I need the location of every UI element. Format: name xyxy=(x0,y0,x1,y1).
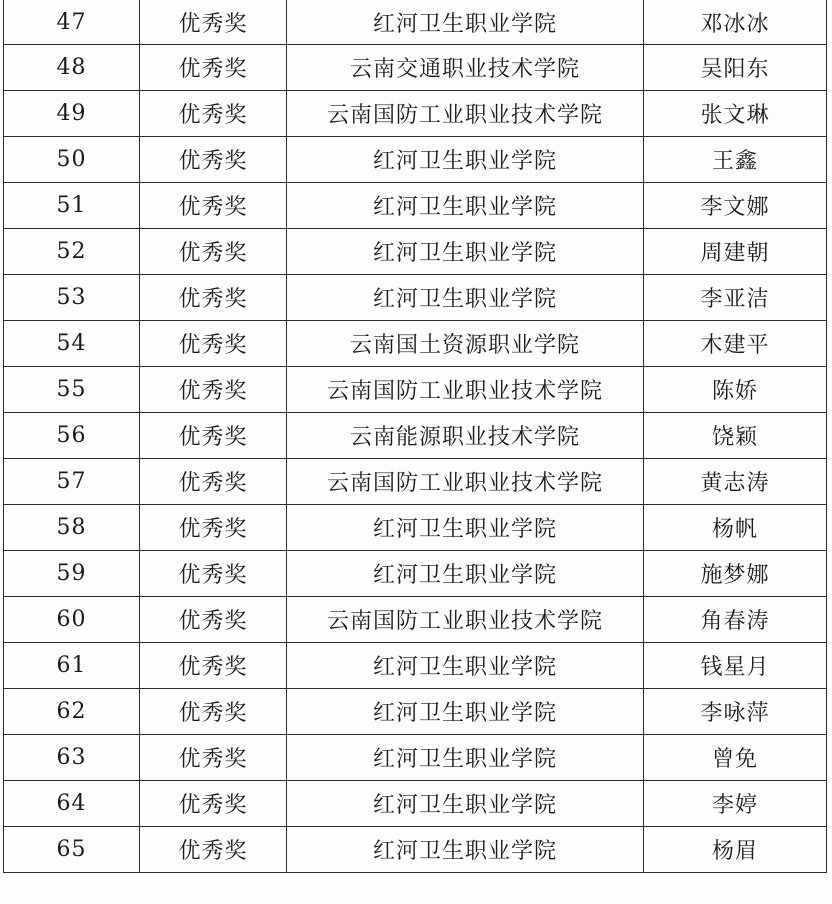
row-number-cell: 63 xyxy=(4,735,140,781)
row-number-cell: 59 xyxy=(4,551,140,597)
row-number-cell: 50 xyxy=(4,137,140,183)
school-name-cell: 红河卫生职业学院 xyxy=(287,689,644,735)
school-name-cell: 云南国防工业职业技术学院 xyxy=(287,459,644,505)
student-name-cell: 杨眉 xyxy=(644,827,827,873)
award-level-cell: 优秀奖 xyxy=(140,137,287,183)
award-level-cell: 优秀奖 xyxy=(140,413,287,459)
row-number-cell: 65 xyxy=(4,827,140,873)
table-row xyxy=(4,367,827,413)
row-number-cell: 58 xyxy=(4,505,140,551)
table-row xyxy=(4,183,827,229)
table-row xyxy=(4,781,827,827)
school-name-cell: 红河卫生职业学院 xyxy=(287,0,644,45)
student-name-cell: 角春涛 xyxy=(644,597,827,643)
award-level-cell: 优秀奖 xyxy=(140,459,287,505)
award-level-cell: 优秀奖 xyxy=(140,735,287,781)
award-level-cell: 优秀奖 xyxy=(140,229,287,275)
student-name-cell: 李咏萍 xyxy=(644,689,827,735)
table-row xyxy=(4,45,827,91)
row-number-cell: 49 xyxy=(4,91,140,137)
row-number-cell: 61 xyxy=(4,643,140,689)
row-number-cell: 62 xyxy=(4,689,140,735)
table-row xyxy=(4,597,827,643)
student-name-cell: 王鑫 xyxy=(644,137,827,183)
award-level-cell: 优秀奖 xyxy=(140,183,287,229)
award-level-cell: 优秀奖 xyxy=(140,321,287,367)
student-name-cell: 周建朝 xyxy=(644,229,827,275)
school-name-cell: 云南交通职业技术学院 xyxy=(287,45,644,91)
school-name-cell: 红河卫生职业学院 xyxy=(287,735,644,781)
table-row xyxy=(4,735,827,781)
school-name-cell: 红河卫生职业学院 xyxy=(287,643,644,689)
award-level-cell: 优秀奖 xyxy=(140,0,287,45)
table-row xyxy=(4,827,827,873)
student-name-cell: 木建平 xyxy=(644,321,827,367)
table-row xyxy=(4,0,827,45)
award-list-table xyxy=(3,0,827,873)
table-row xyxy=(4,459,827,505)
student-name-cell: 李婷 xyxy=(644,781,827,827)
table-row xyxy=(4,551,827,597)
row-number-cell: 57 xyxy=(4,459,140,505)
award-level-cell: 优秀奖 xyxy=(140,827,287,873)
student-name-cell: 曾免 xyxy=(644,735,827,781)
award-level-cell: 优秀奖 xyxy=(140,367,287,413)
row-number-cell: 48 xyxy=(4,45,140,91)
row-number-cell: 56 xyxy=(4,413,140,459)
table-row xyxy=(4,689,827,735)
award-level-cell: 优秀奖 xyxy=(140,91,287,137)
table-row xyxy=(4,413,827,459)
award-level-cell: 优秀奖 xyxy=(140,45,287,91)
school-name-cell: 红河卫生职业学院 xyxy=(287,781,644,827)
school-name-cell: 红河卫生职业学院 xyxy=(287,551,644,597)
table-row xyxy=(4,229,827,275)
row-number-cell: 55 xyxy=(4,367,140,413)
award-level-cell: 优秀奖 xyxy=(140,275,287,321)
row-number-cell: 64 xyxy=(4,781,140,827)
table-row xyxy=(4,321,827,367)
table-row xyxy=(4,643,827,689)
student-name-cell: 黄志涛 xyxy=(644,459,827,505)
student-name-cell: 邓冰冰 xyxy=(644,0,827,45)
award-level-cell: 优秀奖 xyxy=(140,689,287,735)
student-name-cell: 吴阳东 xyxy=(644,45,827,91)
award-level-cell: 优秀奖 xyxy=(140,505,287,551)
student-name-cell: 钱星月 xyxy=(644,643,827,689)
school-name-cell: 云南国防工业职业技术学院 xyxy=(287,91,644,137)
school-name-cell: 云南国土资源职业学院 xyxy=(287,321,644,367)
row-number-cell: 60 xyxy=(4,597,140,643)
award-level-cell: 优秀奖 xyxy=(140,781,287,827)
school-name-cell: 红河卫生职业学院 xyxy=(287,183,644,229)
school-name-cell: 红河卫生职业学院 xyxy=(287,229,644,275)
student-name-cell: 李亚洁 xyxy=(644,275,827,321)
student-name-cell: 李文娜 xyxy=(644,183,827,229)
row-number-cell: 52 xyxy=(4,229,140,275)
award-level-cell: 优秀奖 xyxy=(140,643,287,689)
student-name-cell: 杨帆 xyxy=(644,505,827,551)
school-name-cell: 云南能源职业技术学院 xyxy=(287,413,644,459)
table-row xyxy=(4,505,827,551)
table-row xyxy=(4,275,827,321)
award-level-cell: 优秀奖 xyxy=(140,551,287,597)
school-name-cell: 红河卫生职业学院 xyxy=(287,275,644,321)
table-row xyxy=(4,91,827,137)
student-name-cell: 张文琳 xyxy=(644,91,827,137)
school-name-cell: 红河卫生职业学院 xyxy=(287,505,644,551)
row-number-cell: 53 xyxy=(4,275,140,321)
row-number-cell: 51 xyxy=(4,183,140,229)
school-name-cell: 红河卫生职业学院 xyxy=(287,137,644,183)
school-name-cell: 云南国防工业职业技术学院 xyxy=(287,597,644,643)
student-name-cell: 施梦娜 xyxy=(644,551,827,597)
award-list-body xyxy=(4,0,827,873)
student-name-cell: 陈娇 xyxy=(644,367,827,413)
row-number-cell: 54 xyxy=(4,321,140,367)
school-name-cell: 红河卫生职业学院 xyxy=(287,827,644,873)
award-level-cell: 优秀奖 xyxy=(140,597,287,643)
student-name-cell: 饶颖 xyxy=(644,413,827,459)
school-name-cell: 云南国防工业职业技术学院 xyxy=(287,367,644,413)
table-row xyxy=(4,137,827,183)
row-number-cell: 47 xyxy=(4,0,140,45)
